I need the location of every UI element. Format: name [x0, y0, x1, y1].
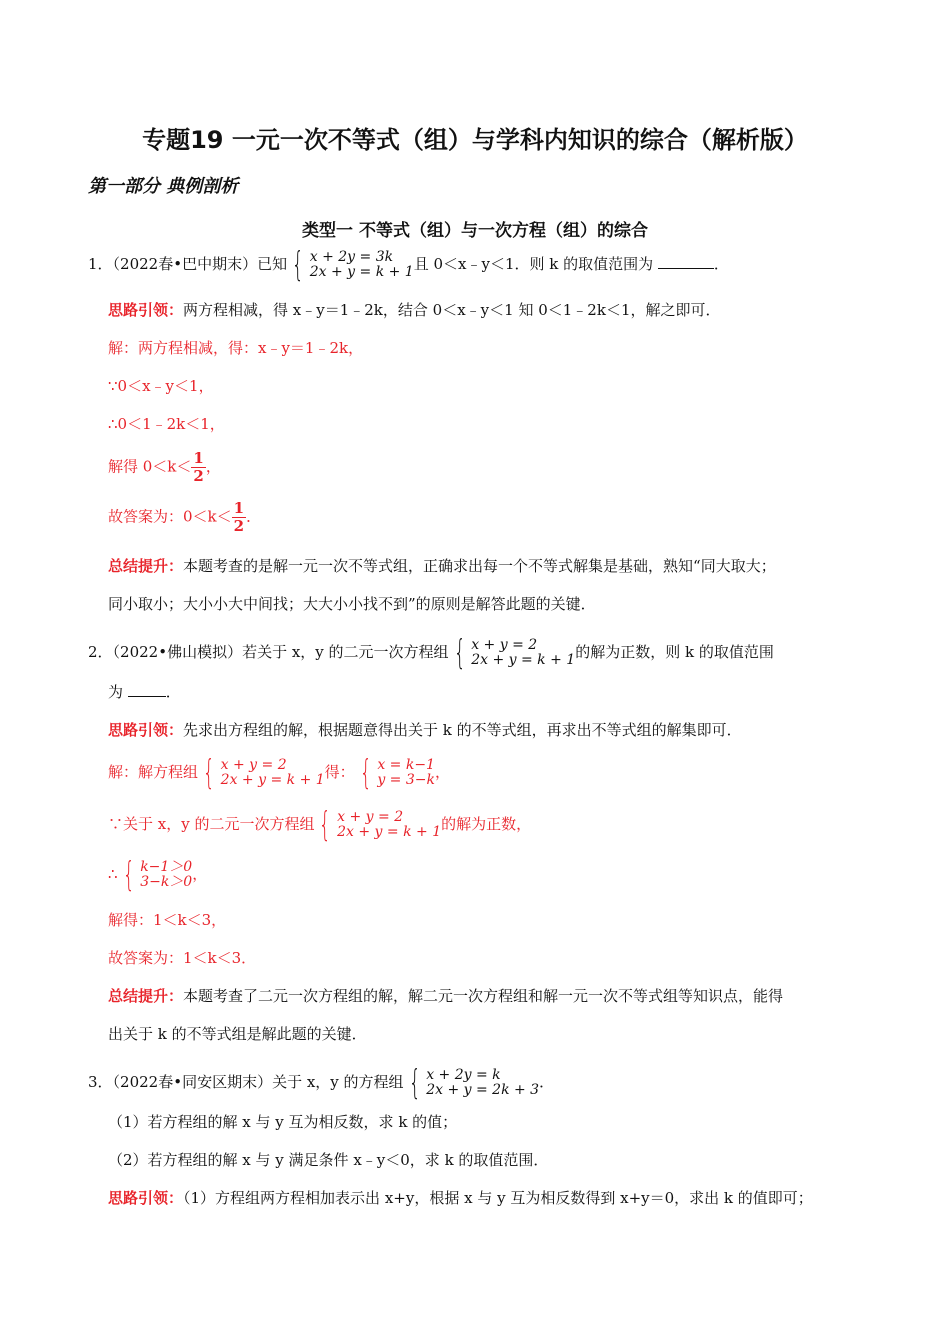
q1-hint: 思路引领：两方程相减，得 x﹣y＝1﹣2k，结合 0＜x﹣y＜1 知 0＜1﹣2k＜1，解之即可． [108, 301, 721, 319]
q2-solution-line: 解得：1＜k＜3， [108, 911, 227, 929]
q2-summary-cont: 出关于 k 的不等式组是解此题的关键． [108, 1025, 367, 1043]
q3-stem: 3．（2022春•同安区期末）关于 x，y 的方程组 { x + 2y = k 2x + y = 2k + 3 ． [88, 1063, 555, 1103]
q1-solution-line: ∵0＜x﹣y＜1， [108, 377, 214, 395]
q1-solution-line: ∴0＜1﹣2k＜1， [108, 415, 225, 433]
q1-answer: 故答案为：0＜k＜ $\frac{1}{2}$ ． [108, 499, 262, 535]
q1-summary: 总结提升：本题考查的是解一元一次不等式组，正确求出每一个不等式解集是基础，熟知“同大取大； [108, 557, 776, 575]
q3-part-1: （1）若方程组的解 x 与 y 互为相反数，求 k 的值； [108, 1113, 458, 1131]
answer-blank [128, 682, 166, 697]
q1-solution-line: 解：两方程相减，得：x﹣y＝1﹣2k， [108, 339, 364, 357]
q1-summary-cont: 同小取小；大小小大中间找；大大小小找不到”的原则是解答此题的关键． [108, 595, 596, 613]
q3-equation-system: { x + 2y = k 2x + y = 2k + 3 [408, 1063, 540, 1103]
q1-equation-system: { x + 2y = 3k 2x + y = k + 1 [291, 245, 414, 285]
q3-hint: 思路引领：（1）方程组两方程相加表示出 x+y，根据 x 与 y 互为相反数得到 x+y＝0，求出 k 的值即可； [108, 1189, 813, 1207]
answer-blank [658, 254, 714, 269]
q2-stem-cont: 为 ． [108, 683, 181, 701]
page-title: 专题19 一元一次不等式（组）与学科内知识的综合（解析版） [142, 126, 808, 154]
q2-summary: 总结提升：本题考查了二元一次方程组的解，解二元一次方程组和解一元一次不等式组等知识点，能得 [108, 987, 784, 1005]
q1-stem: 1．（2022春•巴中期末）已知 { x + 2y = 3k 2x + y = k + 1 且 0＜x﹣y＜1．则 k 的取值范围为 ． [88, 245, 729, 285]
q3-part-2: （2）若方程组的解 x 与 y 满足条件 x﹣y＜0，求 k 的取值范围． [108, 1151, 549, 1169]
q2-solution-line: ∴ { k−1＞0 3−k＞0 ， [108, 855, 208, 895]
type-heading: 类型一 不等式（组）与一次方程（组）的综合 [302, 221, 648, 241]
fraction: $\frac{1}{2}$ [193, 449, 204, 485]
fraction: $\frac{1}{2}$ [233, 499, 245, 535]
q2-answer: 故答案为：1＜k＜3． [108, 949, 257, 967]
q2-solution-line: ∵关于 x，y 的二元一次方程组 { x + y = 2 2x + y = k + 1 的解为正数， [108, 805, 532, 845]
q2-hint: 思路引领：先求出方程组的解，根据题意得出关于 k 的不等式组，再求出不等式组的解集即可． [108, 721, 742, 739]
q2-solution-line: 解：解方程组 { x + y = 2 2x + y = k + 1 得： { x = k−1 y = 3−k ， [108, 753, 450, 793]
q2-equation-system: { x + y = 2 2x + y = k + 1 [453, 633, 576, 673]
q2-stem: 2．（2022•佛山模拟）若关于 x，y 的二元一次方程组 { x + y = 2 2x + y = k + 1 的解为正数，则 k 的取值范围 [88, 633, 774, 673]
q1-solution-line: 解得 0＜k＜ $\frac{1}{2}$ ， [108, 449, 221, 485]
part-heading: 第一部分 典例剖析 [88, 176, 239, 197]
